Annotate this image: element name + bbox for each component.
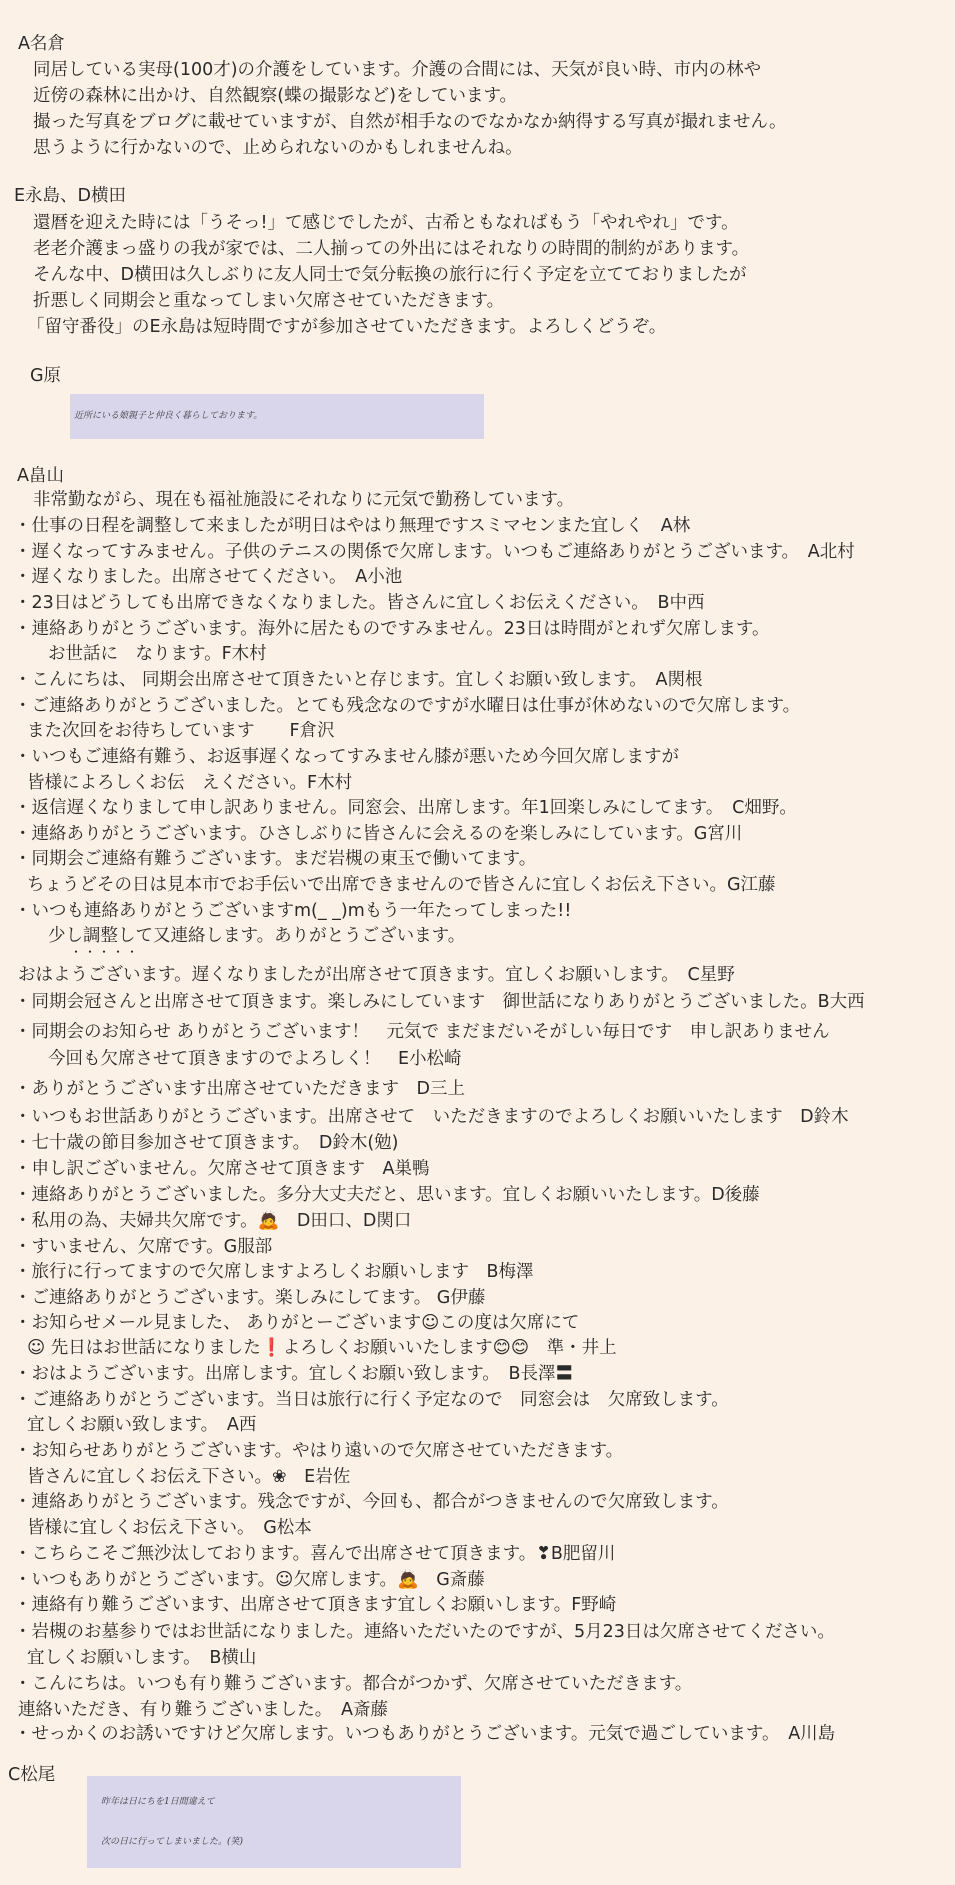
message-line: ・お知らせメール見ました、 ありがとーございます☺この度は欠席にて (14, 1313, 580, 1333)
message-line: 連絡いただき、有り難うございました。 A斎藤 (18, 1700, 389, 1720)
message-line: ・同期会冠さんと出席させて頂きます。楽しみにしています 御世話になりありがとうございました。B大西 (14, 992, 865, 1012)
handwritten-note-image (87, 1776, 461, 1868)
message-line: ・いつも連絡ありがとうございますm(_ _)mもう一年たってしまった!! (14, 901, 572, 921)
message-line: 今回も欠席させて頂きますのでよろしく！ E小松崎 (48, 1049, 462, 1069)
message-line: ・ご連絡ありがとうございます。当日は旅行に行く予定なので 同窓会は 欠席致します。 (14, 1390, 729, 1410)
message-line: ちょうどその日は見本市でお手伝いで出席できませんので皆さんに宜しくお伝え下さい。G江藤 (27, 875, 776, 895)
message-line: ・いつもありがとうございます。☺欠席します。🙇 G斎藤 (14, 1570, 485, 1590)
message-line: お世話に なります。F木村 (48, 644, 267, 664)
handwritten-note-image: 近所にいる娘親子と仲良く暮らしております。 (70, 394, 484, 439)
message-line: 同居している実母(100才)の介護をしています。介護の合間には、天気が良い時、市内の林や (33, 60, 762, 80)
message-line: ・連絡ありがとうございます。ひさしぶりに皆さんに会えるのを楽しみにしています。G宮川 (14, 824, 743, 844)
message-line: ・せっかくのお誘いですけど欠席します。いつもありがとうございます。元気で過ごしています。 A川島 (14, 1724, 836, 1744)
message-line: 宜しくお願い致します。 A西 (27, 1415, 257, 1435)
message-line: ・連絡有り難うございます、出席させて頂きます宜しくお願いします。F野崎 (14, 1595, 617, 1615)
message-line: ・仕事の日程を調整して来ましたが明日はやはり無理ですスミマセンまた宜しく A林 (14, 516, 691, 536)
sender-name: A畠山 (17, 466, 64, 486)
message-line: 撮った写真をブログに載せていますが、自然が相手なのでなかなか納得する写真が撮れません。 (33, 112, 787, 132)
message-line: ・いつもお世話ありがとうございます。出席させて いただきますのでよろしくお願いいたします D鈴木 (14, 1107, 849, 1127)
message-line: 少し調整して又連絡します。ありがとうございます。 (48, 926, 466, 946)
message-line: 老老介護まっ盛りの我が家では、二人揃っての外出にはそれなりの時間的制約があります。 (33, 239, 750, 259)
message-line: 皆様によろしくお伝 えください。F木村 (27, 773, 353, 793)
dots-separator: ・・・・・ (70, 945, 141, 959)
message-line: ・申し訳ございません。欠席させて頂きます A巣鴨 (14, 1159, 430, 1179)
handwritten-line: 昨年は日にちを1日間違えて (101, 1797, 215, 1807)
sender-name: A名倉 (18, 34, 65, 54)
message-line: ・すいません、欠席です。G服部 (14, 1237, 273, 1257)
message-line: ・お知らせありがとうございます。やはり遠いので欠席させていただきます。 (14, 1441, 624, 1461)
message-line: ・連絡ありがとうございました。多分大丈夫だと、思います。宜しくお願いいたします。D後藤 (14, 1185, 760, 1205)
message-line: ・遅くなりました。出席させてください。 A小池 (14, 567, 403, 587)
message-line: ・こちらこそご無沙汰しております。喜んで出席させて頂きます。❣B肥留川 (14, 1544, 616, 1564)
message-line: 非常勤ながら、現在も福祉施設にそれなりに元気で勤務しています。 (33, 490, 575, 510)
message-line: ・私用の為、夫婦共欠席です。🙇 D田口、D関口 (14, 1211, 412, 1231)
message-line: ・旅行に行ってますので欠席しますよろしくお願いします B梅澤 (14, 1262, 534, 1282)
message-line: 思うように行かないので、止められないのかもしれませんね。 (33, 138, 523, 158)
sender-name: C松尾 (8, 1765, 56, 1785)
message-line: ・連絡ありがとうございます。残念ですが、今回も、都合がつきませんので欠席致します。 (14, 1492, 729, 1512)
message-line: ・遅くなってすみません。子供のテニスの関係で欠席します。いつもご連絡ありがとうございます。 A北村 (14, 542, 855, 562)
message-line: ・岩槻のお墓参りではお世話になりました。連絡いただいたのですが、5月23日は欠席させてください。 (14, 1622, 835, 1642)
message-line: ☺ 先日はお世話になりました❗よろしくお願いいたします😊😊 準・井上 (27, 1338, 617, 1358)
message-line: 宜しくお願いします。 B横山 (27, 1648, 257, 1668)
message-line: また次回をお待ちしています F倉沢 (27, 721, 335, 741)
message-line: ・返信遅くなりまして申し訳ありません。同窓会、出席します。年1回楽しみにしてます。 C畑野。 (14, 798, 797, 818)
message-line: ・こんにちは。いつも有り難うございます。都合がつかず、欠席させていただきます。 (14, 1674, 693, 1694)
message-line: 皆さんに宜しくお伝え下さい。❀ E岩佐 (27, 1467, 351, 1487)
message-line: 「留守番役」のE永島は短時間ですが参加させていただきます。よろしくどうぞ。 (27, 317, 667, 337)
message-line: 皆様に宜しくお伝え下さい。 G松本 (27, 1518, 312, 1538)
handwritten-line: 次の日に行ってしまいました。(笑) (101, 1837, 244, 1847)
message-line: ・いつもご連絡有難う、お返事遅くなってすみません膝が悪いため今回欠席しますが (14, 747, 679, 767)
message-line: 近傍の森林に出かけ、自然観察(蝶の撮影など)をしています。 (33, 86, 518, 106)
message-line: おはようございます。遅くなりましたが出席させて頂きます。宜しくお願いします。 C星野 (18, 965, 735, 985)
message-line: ・同期会ご連絡有難うございます。まだ岩槻の東玉で働いてます。 (14, 849, 537, 869)
message-line: ・ありがとうございます出席させていただきます D三上 (14, 1079, 465, 1099)
sender-name: E永島、D横田 (14, 186, 127, 206)
message-line: 折悪しく同期会と重なってしまい欠席させていただきます。 (33, 291, 505, 311)
message-line: ・同期会のお知らせ ありがとうございます！ 元気で まだまだいそがしい毎日です 申し訳ありません (14, 1022, 830, 1042)
message-line: ・23日はどうしても出席できなくなりました。皆さんに宜しくお伝えください。 B中西 (14, 593, 705, 613)
message-line: そんな中、D横田は久しぶりに友人同士で気分転換の旅行に行く予定を立てておりましたが (33, 265, 747, 285)
message-line: ・ご連絡ありがとうございます。楽しみにしてます。 G伊藤 (14, 1288, 486, 1308)
message-line: ・おはようございます。出席します。宜しくお願い致します。 B長澤〓 (14, 1364, 574, 1384)
message-line: 還暦を迎えた時には「うそっ!」て感じでしたが、古希ともなればもう「やれやれ」です。 (33, 213, 739, 233)
sender-name: G原 (30, 366, 62, 386)
message-line: ・ご連絡ありがとうございました。とても残念なのですが水曜日は仕事が休めないので欠席します。 (14, 696, 801, 716)
message-line: ・こんにちは、 同期会出席させて頂きたいと存じます。宜しくお願い致します。 A関根 (14, 670, 703, 690)
message-line: ・連絡ありがとうございます。海外に居たものですみません。23日は時間がとれず欠席します。 (14, 619, 770, 639)
message-line: ・七十歳の節目参加させて頂きます。 D鈴木(勉) (14, 1133, 399, 1153)
